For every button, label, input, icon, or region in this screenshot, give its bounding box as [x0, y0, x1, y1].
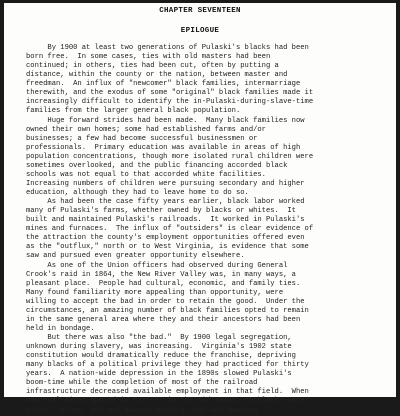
text-line: But there was also "the bad." By 1900 legal segregation, [26, 334, 292, 342]
text-line: in the same general area where they and their ancestors had been [26, 315, 301, 324]
text-line: willing to accept the bad in order to retain the good. Under the [26, 297, 305, 306]
text-line: held in bondage. [26, 324, 95, 333]
text-line: years. A nation-wide depression in the 1890s slowed Pulaski's [26, 370, 292, 379]
text-line: the attraction the county's employment opportunities offered even [26, 234, 305, 243]
text-line: freedman. An influx of "newcomer" black families, intermarriage [26, 80, 301, 89]
text-line: Huge forward strides had been made. Many black families now [26, 116, 305, 125]
text-line: professionals. Primary education was available in areas of high [26, 143, 301, 152]
text-line: therewith, and the exodus of some "original" black families made it [26, 89, 314, 98]
text-line: unknown during slavery, was increasing. Virginia's 1902 state [26, 343, 292, 352]
text-line: population concentrations, though more isolated rural children were [26, 152, 314, 161]
text-line: saw and pursued even greater opportunity elsewhere. [26, 252, 245, 261]
text-line: mines and furnaces. The influx of "outsiders" is clear evidence of [26, 225, 314, 234]
text-line: sometimes overlooked, and the public financing accorded black [26, 161, 288, 170]
text-line: boom-time while the completion of most of the railroad [26, 379, 258, 388]
text-line: born free. In some cases, ties with old masters had been [26, 53, 271, 62]
text-line: hired. A new, but not always shining, day was dawning. [26, 406, 262, 415]
text-line: continued; in others, ties had been cut, often by putting a [26, 62, 279, 71]
epilogue-body-text [26, 44, 367, 416]
text-line: distance, within the county or the nation, between master and [26, 71, 288, 80]
epilogue-heading: EPILOGUE [180, 27, 220, 35]
text-line: new coal mines opened in Parrott in the mid 1890s, no blacks were [26, 397, 305, 406]
text-line: As had been the case fifty years earlier, black labor worked [26, 198, 305, 207]
text-line: As one of the Union officers had observed during General [26, 261, 288, 270]
text-line: By 1900 at least two generations of Pulaski's blacks had been [26, 44, 309, 52]
text-line: families from the larger general black population. [26, 107, 241, 116]
text-line: education, although they had to leave home to do so. [26, 189, 249, 197]
text-line: pleasant place. People had cultural, economic, and family ties. [26, 279, 301, 288]
text-line: Many found familiarity more appealing than opportunity, were [26, 288, 284, 297]
text-line: increasingly difficult to identify the in-Pulaski-during-slave-time [26, 98, 314, 107]
text-line: owned their own homes; some had established farms and/or [26, 125, 266, 134]
text-line: as the "outflux," north or to West Virginia, is evidence that some [26, 243, 309, 252]
text-line: schools was not equal to that accorded white facilities. [26, 170, 266, 179]
chapter-heading: CHAPTER SEVENTEEN [159, 7, 241, 15]
text-line: Increasing numbers of children were pursuing secondary and higher [26, 179, 305, 188]
text-line: infrastructure decreased available employment in that field. When [26, 388, 309, 397]
text-line: Crook's raid in 1864, the New River Valley was, in many ways, a [26, 270, 296, 279]
text-line: constitution would dramatically reduce the franchise, depriving [26, 352, 296, 361]
text-line: circumstances, an amazing number of black families opted to remain [26, 306, 309, 315]
text-line: many blacks of a political privilege they had practiced for thirty [26, 361, 309, 370]
document-page [4, 3, 396, 415]
text-line: many of Pulaski's farms, whether owned by blacks or whites. It [26, 207, 296, 216]
text-line: businesses; a few had become successful businessmen or [26, 134, 258, 143]
text-line: built and maintained Pulaski's railroads. It worked in Pulaski's [26, 216, 305, 225]
